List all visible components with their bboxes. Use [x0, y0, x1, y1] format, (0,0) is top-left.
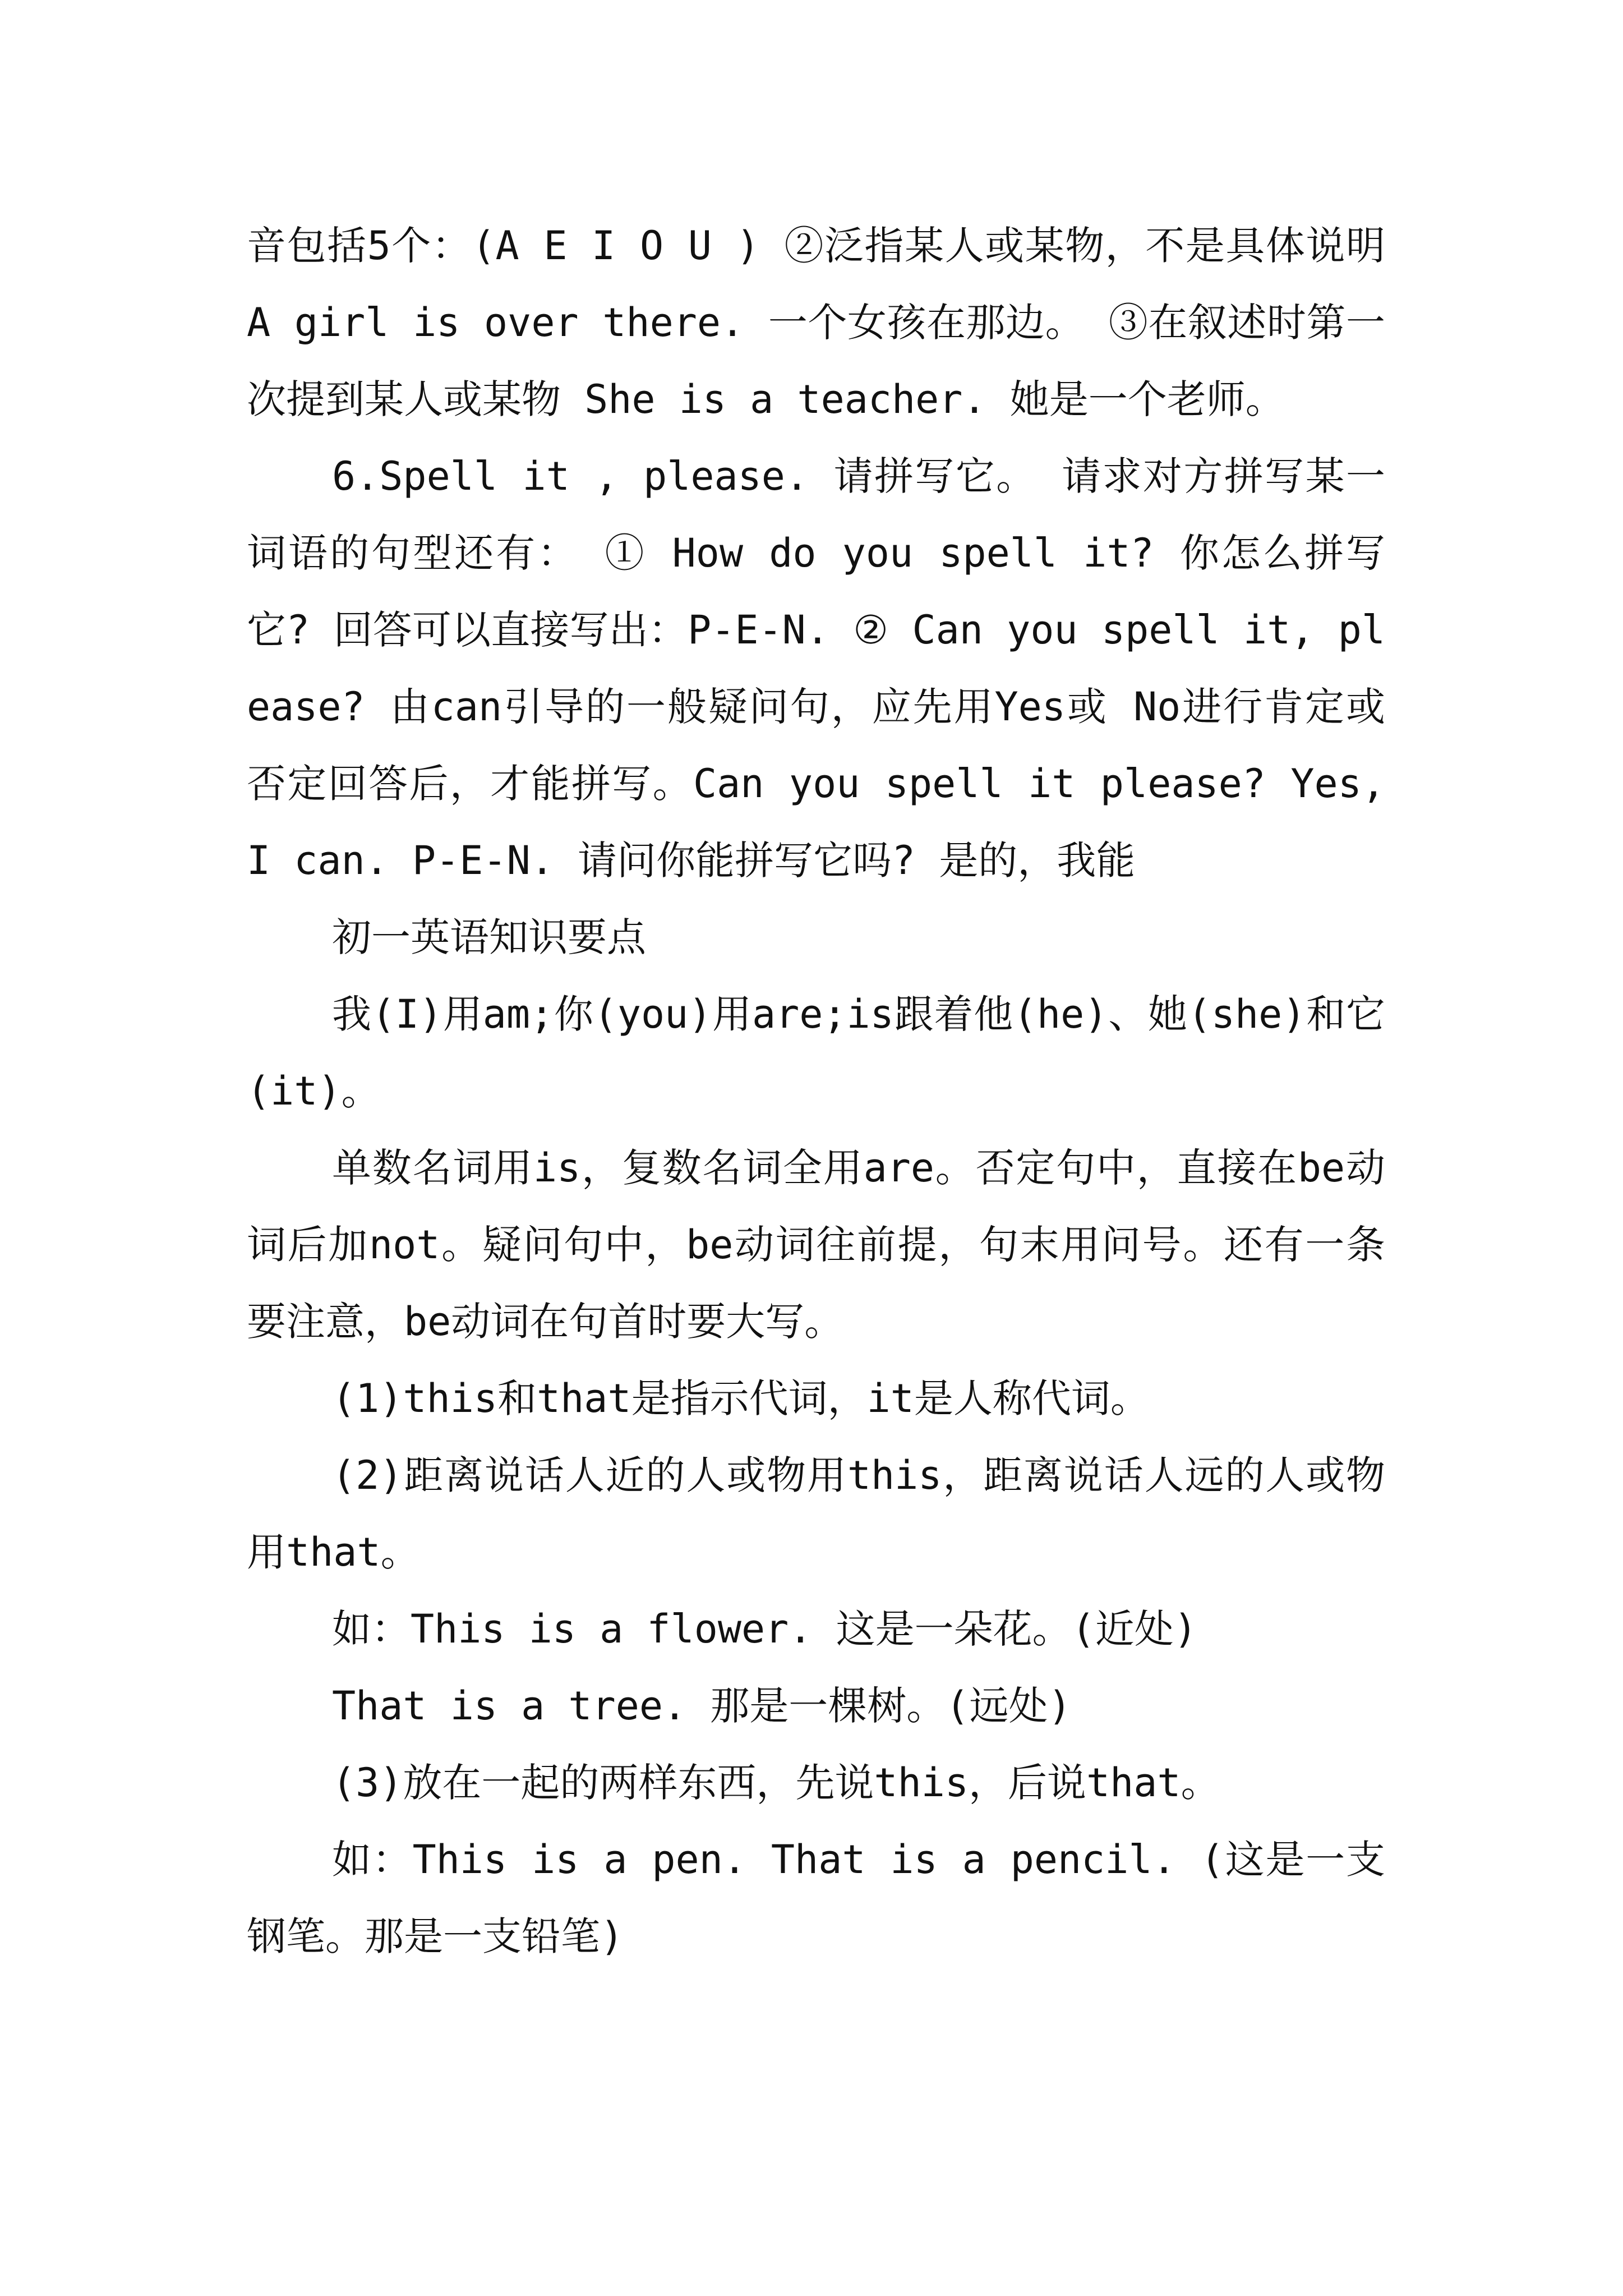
document-body [247, 208, 1385, 1975]
paragraph-order-this-that: (3)放在一起的两样东西，先说this，后说that。 [332, 1760, 1220, 1806]
paragraph-spell-it-please: 6.Spell it , please. 请拼写它。 请求对方拼写某一词语的句型还有： ① How do you spell it? 你怎么拼写它? 回答可以直接写出：P-E-N. ② Can you spell it, please? 由can引导的一般疑问句，应先用Yes或 No进行肯定或否定回答后，才能拼写。Can you spell it please? Yes, I can. P-E-N. 请问你能拼写它吗? 是的，我能 [247, 453, 1385, 884]
example-this-flower: 如：This is a flower. 这是一朵花。(近处) [332, 1606, 1197, 1652]
paragraph-demonstrative-pronouns: (1)this和that是指示代词，it是人称代词。 [332, 1375, 1150, 1421]
paragraph-singular-plural-rules: 单数名词用is，复数名词全用are。否定句中，直接在be动词后加not。疑问句中，be动词往前提，句末用问号。还有一条要注意，be动词在句首时要大写。 [247, 1145, 1385, 1345]
paragraph-this-that-distance: (2)距离说话人近的人或物用this，距离说话人远的人或物用that。 [247, 1452, 1385, 1575]
paragraph-be-verb-usage: 我(I)用am;你(you)用are;is跟着他(he)、她(she)和它(it)。 [247, 991, 1385, 1114]
section-heading-key-points: 初一英语知识要点 [332, 914, 646, 960]
paragraph-article-definition-continued: 音包括5个：(A E I O U ) ②泛指某人或某物，不是具体说明 A girl is over there. 一个女孩在那边。 ③在叙述时第一次提到某人或某物 She is a teacher. 她是一个老师。 [247, 223, 1385, 422]
example-pen-pencil: 如：This is a pen. That is a pencil. (这是一支钢笔。那是一支铅笔) [247, 1837, 1385, 1959]
example-that-tree: That is a tree. 那是一棵树。(远处) [332, 1683, 1072, 1729]
